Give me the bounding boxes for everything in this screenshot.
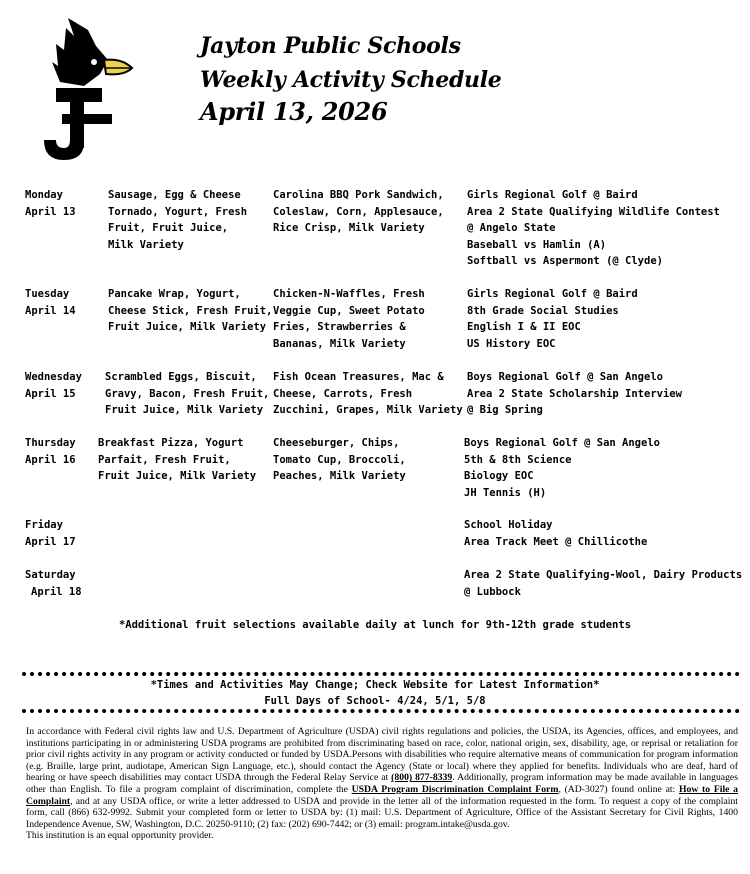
- activity-line: @ Angelo State: [467, 222, 556, 235]
- breakfast-line: Sausage, Egg & Cheese: [108, 189, 241, 201]
- breakfast-line: Fruit Juice, Milk Variety: [105, 404, 264, 417]
- activity-line: Boys Regional Golf @ San Angelo: [467, 371, 663, 383]
- activities-cell: [467, 369, 682, 419]
- lunch-line: Fries, Strawberries &: [273, 321, 406, 334]
- lunch-cell: [273, 369, 463, 419]
- fruit-note: *Additional fruit selections available daily at lunch for 9th-12th grade students: [118, 619, 632, 631]
- equal-opportunity-text: This institution is an equal opportunity provider.: [26, 830, 214, 842]
- breakfast-cell: [108, 286, 272, 336]
- lunch-cell: [273, 435, 406, 485]
- breakfast-line: Fruit Juice, Milk Variety: [108, 321, 267, 334]
- activities-cell: [467, 187, 720, 270]
- activity-line: Girls Regional Golf @ Baird: [467, 189, 638, 201]
- school-name: Jayton Public Schools: [200, 33, 461, 59]
- schedule-title: Weekly Activity Schedule: [200, 67, 502, 93]
- day-date: April 13: [25, 205, 76, 218]
- legal-text: , and at any USDA office, or write a letter addressed to USDA and provide in the letter all of the information requested in the form. To request a copy of the complaint form, call (866) 632-9992. Submit your completed form or letter to USDA by: (1) mail: U.S. Department of Agriculture, Office of the Assistant Secretary for Civil Rights, 1400 Independence Avenue, SW, Washington, D.C. 20250-9110; (2) fax: (202) 690-7442; or (3) email: program.intake@usda.gov.: [26, 795, 738, 830]
- breakfast-line: Breakfast Pizza, Yogurt: [98, 437, 244, 449]
- activity-line: Biology EOC: [464, 470, 534, 483]
- activity-line: English I & II EOC: [467, 321, 581, 334]
- dotted-divider: [22, 709, 740, 713]
- lunch-line: Bananas, Milk Variety: [273, 337, 406, 350]
- day-date: April 15: [25, 387, 76, 400]
- day-name: Tuesday: [25, 288, 70, 300]
- activities-cell: [464, 435, 660, 501]
- activity-line: 5th & 8th Science: [464, 453, 572, 466]
- lunch-line: Chicken-N-Waffles, Fresh: [273, 288, 425, 300]
- day-date: April 18: [31, 585, 82, 598]
- day-name: Wednesday: [25, 371, 82, 383]
- lunch-line: Cheese, Carrots, Fresh: [273, 387, 413, 400]
- lunch-cell: [273, 187, 444, 237]
- day-name: Thursday: [25, 437, 76, 449]
- lunch-line: Cheeseburger, Chips,: [273, 437, 400, 449]
- breakfast-line: Scrambled Eggs, Biscuit,: [105, 371, 257, 383]
- activity-line: Baseball vs Hamlin (A): [467, 238, 607, 251]
- breakfast-line: Pancake Wrap, Yogurt,: [108, 288, 241, 300]
- lunch-line: Fish Ocean Treasures, Mac &: [273, 371, 444, 383]
- day-name: Saturday: [25, 569, 76, 581]
- activity-line: Girls Regional Golf @ Baird: [467, 288, 638, 300]
- breakfast-line: Fruit Juice, Milk Variety: [98, 470, 257, 483]
- schedule-date: April 13, 2026: [200, 97, 388, 126]
- breakfast-cell: [108, 187, 247, 253]
- times-note: *Times and Activities May Change; Check Website for Latest Information*: [150, 679, 600, 691]
- day-name: Friday: [25, 519, 63, 531]
- relay-phone-link[interactable]: (800) 877-8339: [391, 772, 453, 784]
- activity-line: @ Big Spring: [467, 404, 543, 417]
- activity-line: 8th Grade Social Studies: [467, 304, 619, 317]
- day-cell: [25, 435, 76, 468]
- activities-cell: [464, 567, 742, 600]
- activities-cell: [464, 517, 647, 550]
- activity-line: Area Track Meet @ Chillicothe: [464, 535, 648, 548]
- legal-text: . Additionally, program information may be made available in languages other than English. To file a program complaint of discrimination, complete the: [26, 772, 738, 795]
- breakfast-cell: [105, 369, 269, 419]
- day-cell: [25, 369, 82, 402]
- nondiscrimination-statement: [26, 726, 738, 842]
- lunch-line: Veggie Cup, Sweet Potato: [273, 304, 425, 317]
- activity-line: Area 2 State Qualifying-Wool, Dairy Products: [464, 569, 743, 581]
- activity-line: Boys Regional Golf @ San Angelo: [464, 437, 660, 449]
- activity-line: Area 2 State Scholarship Interview: [467, 387, 682, 400]
- lunch-line: Coleslaw, Corn, Applesauce,: [273, 205, 444, 218]
- lunch-line: Zucchini, Grapes, Milk Variety: [273, 404, 463, 417]
- breakfast-line: Parfait, Fresh Fruit,: [98, 453, 231, 466]
- lunch-line: Peaches, Milk Variety: [273, 470, 406, 483]
- dotted-divider: [22, 672, 740, 676]
- lunch-line: Rice Crisp, Milk Variety: [273, 222, 425, 235]
- day-date: April 14: [25, 304, 76, 317]
- breakfast-line: Fruit, Fruit Juice,: [108, 222, 229, 235]
- how-to-file-link[interactable]: How to File a Complaint: [26, 783, 738, 807]
- full-days-note: Full Days of School- 4/24, 5/1, 5/8: [264, 695, 486, 707]
- breakfast-line: Gravy, Bacon, Fresh Fruit,: [105, 387, 270, 400]
- activity-line: Softball vs Aspermont (@ Clyde): [467, 255, 663, 268]
- day-cell: [25, 567, 82, 600]
- lunch-line: Tomato Cup, Broccoli,: [273, 453, 406, 466]
- day-name: Monday: [25, 189, 63, 201]
- day-cell: [25, 286, 76, 319]
- breakfast-line: Milk Variety: [108, 238, 184, 251]
- breakfast-line: Cheese Stick, Fresh Fruit,: [108, 304, 273, 317]
- activity-line: School Holiday: [464, 519, 553, 531]
- cardinal-logo-icon: [26, 16, 138, 160]
- complaint-form-link[interactable]: USDA Program Discrimination Complaint Form: [351, 783, 559, 795]
- breakfast-cell: [98, 435, 256, 485]
- activity-line: @ Lubbock: [464, 585, 521, 598]
- activity-line: JH Tennis (H): [464, 486, 547, 499]
- day-date: April 17: [25, 535, 76, 548]
- activity-line: Area 2 State Qualifying Wildlife Contest: [467, 205, 720, 218]
- breakfast-line: Tornado, Yogurt, Fresh: [108, 205, 248, 218]
- day-date: April 16: [25, 453, 76, 466]
- lunch-line: Carolina BBQ Pork Sandwich,: [273, 189, 444, 201]
- legal-text: , (AD-3027) found online at:: [558, 783, 679, 795]
- day-cell: [25, 517, 76, 550]
- legal-text: In accordance with Federal civil rights law and U.S. Department of Agriculture (USDA) civil rights regulations and policies, the USDA, its Agencies, offices, and employees, and institutions participating in or administering USDA programs are prohibited from discriminating based on race, color, national origin, sex, disability, age, or reprisal or retaliation for prior civil rights activity in any program or activity conducted or funded by USDA.Persons with disabilities who require alternative means of communication for program information (e.g. Braille, large print, audiotape, American Sign Language, etc.), should contact the Agency (State or local) where they applied for benefits. Individuals who are deaf, hard of hearing or have speech disabilities may contact USDA through the Federal Relay Service at: [26, 726, 738, 784]
- lunch-cell: [273, 286, 425, 352]
- day-cell: [25, 187, 76, 220]
- activity-line: US History EOC: [467, 337, 556, 350]
- activities-cell: [467, 286, 638, 352]
